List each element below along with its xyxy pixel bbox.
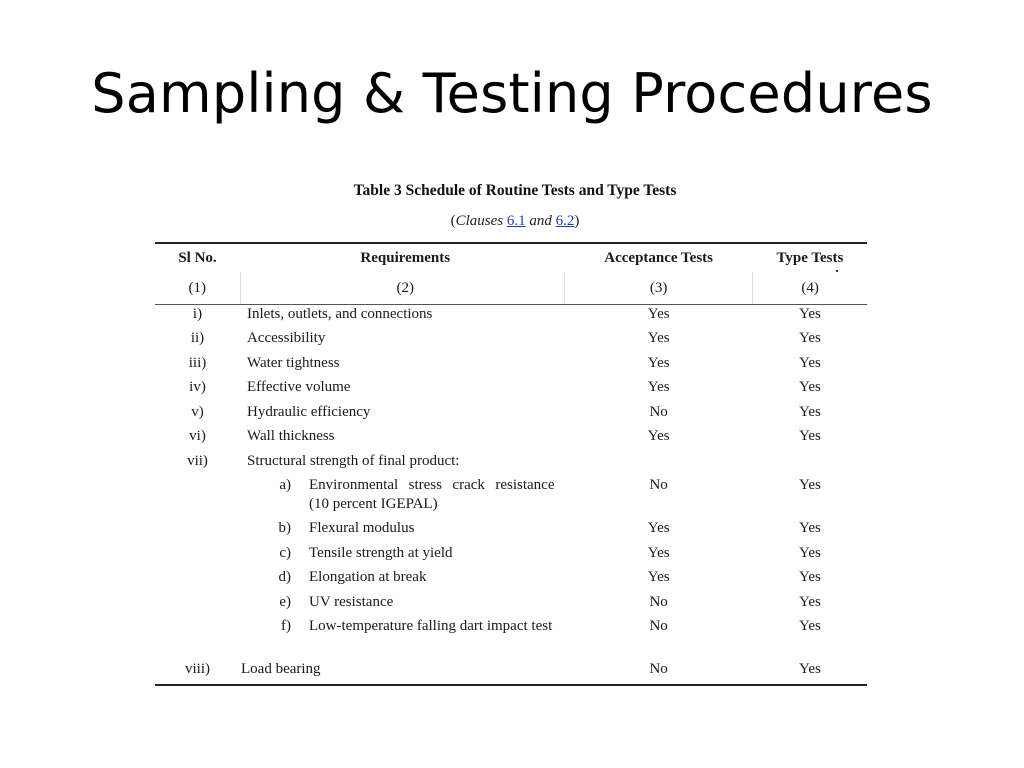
clauses-and: and <box>529 213 552 229</box>
row-type: Yes <box>798 379 821 395</box>
sub-row-acceptance: No <box>649 593 668 610</box>
row-acceptance: Yes <box>647 306 670 322</box>
col-number-4: (4) <box>753 272 867 305</box>
sub-row-requirement: Flexural modulus <box>309 520 415 536</box>
row-sl: iii) <box>188 354 207 371</box>
sub-row-acceptance: Yes <box>647 544 670 561</box>
test-schedule-table-block <box>155 180 867 686</box>
table-caption: Table 3 Schedule of Routine Tests and Type Tests <box>353 182 677 199</box>
clauses-word: Clauses <box>455 213 504 229</box>
row-requirement: Effective volume <box>247 379 351 395</box>
clauses-open-paren: ( <box>450 213 456 229</box>
sub-row-letter: b) <box>278 520 291 536</box>
row-type: Yes <box>798 403 821 420</box>
table-row <box>155 660 867 685</box>
row-sl: vii) <box>187 452 208 469</box>
row-acceptance: Yes <box>647 330 670 346</box>
sub-row-acceptance: Yes <box>647 520 670 536</box>
row-requirement: Water tightness <box>247 354 340 371</box>
row-sl: iv) <box>189 379 206 395</box>
header-acceptance-tests: Acceptance Tests <box>565 243 753 272</box>
row-acceptance: Yes <box>647 354 670 371</box>
row-acceptance: No <box>649 403 668 420</box>
row-acceptance: No <box>565 660 753 685</box>
row-requirement: Load bearing <box>240 660 565 685</box>
stray-dot <box>836 270 838 272</box>
table-row <box>155 305 867 330</box>
sub-row-acceptance: No <box>649 618 668 634</box>
row-sl: ii) <box>190 330 205 346</box>
column-number-row <box>155 272 867 305</box>
row-type: Yes <box>753 660 867 685</box>
clause-link-6-1[interactable]: 6.1 <box>506 213 526 229</box>
sub-row-type: Yes <box>798 569 821 585</box>
row-requirement: Inlets, outlets, and connections <box>247 306 433 322</box>
table-sub-row <box>155 544 867 569</box>
row-type <box>753 452 867 477</box>
header-row <box>155 243 867 272</box>
sub-row-letter: a) <box>279 477 291 493</box>
header-type-tests: Type Tests <box>753 243 867 272</box>
table-clauses <box>163 208 867 234</box>
sub-row-letter: f) <box>281 618 291 634</box>
row-sl: viii) <box>155 660 240 685</box>
header-requirements: Requirements <box>240 243 565 272</box>
table-sub-row <box>155 593 867 618</box>
row-acceptance: Yes <box>647 379 670 395</box>
sub-row-type: Yes <box>798 544 821 561</box>
sub-row-requirement: UV resistance <box>309 593 394 610</box>
row-requirement: Accessibility <box>247 330 326 346</box>
col-number-2: (2) <box>240 272 565 305</box>
sub-row-acceptance: No <box>649 477 668 493</box>
sub-row-type: Yes <box>798 520 821 536</box>
table-row <box>155 427 867 452</box>
col-number-1: (1) <box>155 272 240 305</box>
table-sub-row <box>155 519 867 544</box>
row-acceptance <box>565 452 753 477</box>
row-requirement: Structural strength of final product: <box>247 452 460 469</box>
row-sl: i) <box>192 306 203 322</box>
table-sub-row <box>155 617 867 660</box>
row-sl: v) <box>191 403 204 420</box>
sub-row-requirement: Environmental stress crack resistance (10 percent IGEPAL) <box>309 477 555 512</box>
row-requirement: Hydraulic efficiency <box>247 403 371 420</box>
row-requirement: Wall thickness <box>247 428 335 444</box>
sub-row-requirement: Elongation at break <box>309 569 427 585</box>
test-schedule-table <box>155 242 867 686</box>
clauses-close-paren: ) <box>574 213 580 229</box>
sub-row-type: Yes <box>798 593 821 610</box>
sub-row-letter: d) <box>278 569 291 585</box>
table-row <box>155 452 867 477</box>
sub-row-letter: c) <box>279 544 291 561</box>
table-sub-row <box>155 568 867 593</box>
table-row <box>155 354 867 379</box>
row-type: Yes <box>798 354 821 371</box>
sub-row-requirement: Tensile strength at yield <box>309 544 453 561</box>
sub-row-acceptance: Yes <box>647 569 670 585</box>
table-row <box>155 378 867 403</box>
sub-row-requirement: Low-temperature falling dart impact test <box>309 618 553 634</box>
header-sl-no: Sl No. <box>155 243 240 272</box>
sub-row-type: Yes <box>798 477 821 493</box>
clause-link-6-2[interactable]: 6.2 <box>555 213 575 229</box>
row-type: Yes <box>798 428 821 444</box>
row-type: Yes <box>798 330 821 346</box>
sub-row-type: Yes <box>798 618 821 634</box>
table-row <box>155 403 867 428</box>
table-sub-row <box>155 476 867 519</box>
row-type: Yes <box>798 306 821 322</box>
sub-row-letter: e) <box>279 593 291 610</box>
row-acceptance: Yes <box>647 428 670 444</box>
table-row <box>155 329 867 354</box>
row-sl: vi) <box>189 428 206 444</box>
col-number-3: (3) <box>565 272 753 305</box>
slide-title: Sampling & Testing Procedures <box>91 62 933 125</box>
